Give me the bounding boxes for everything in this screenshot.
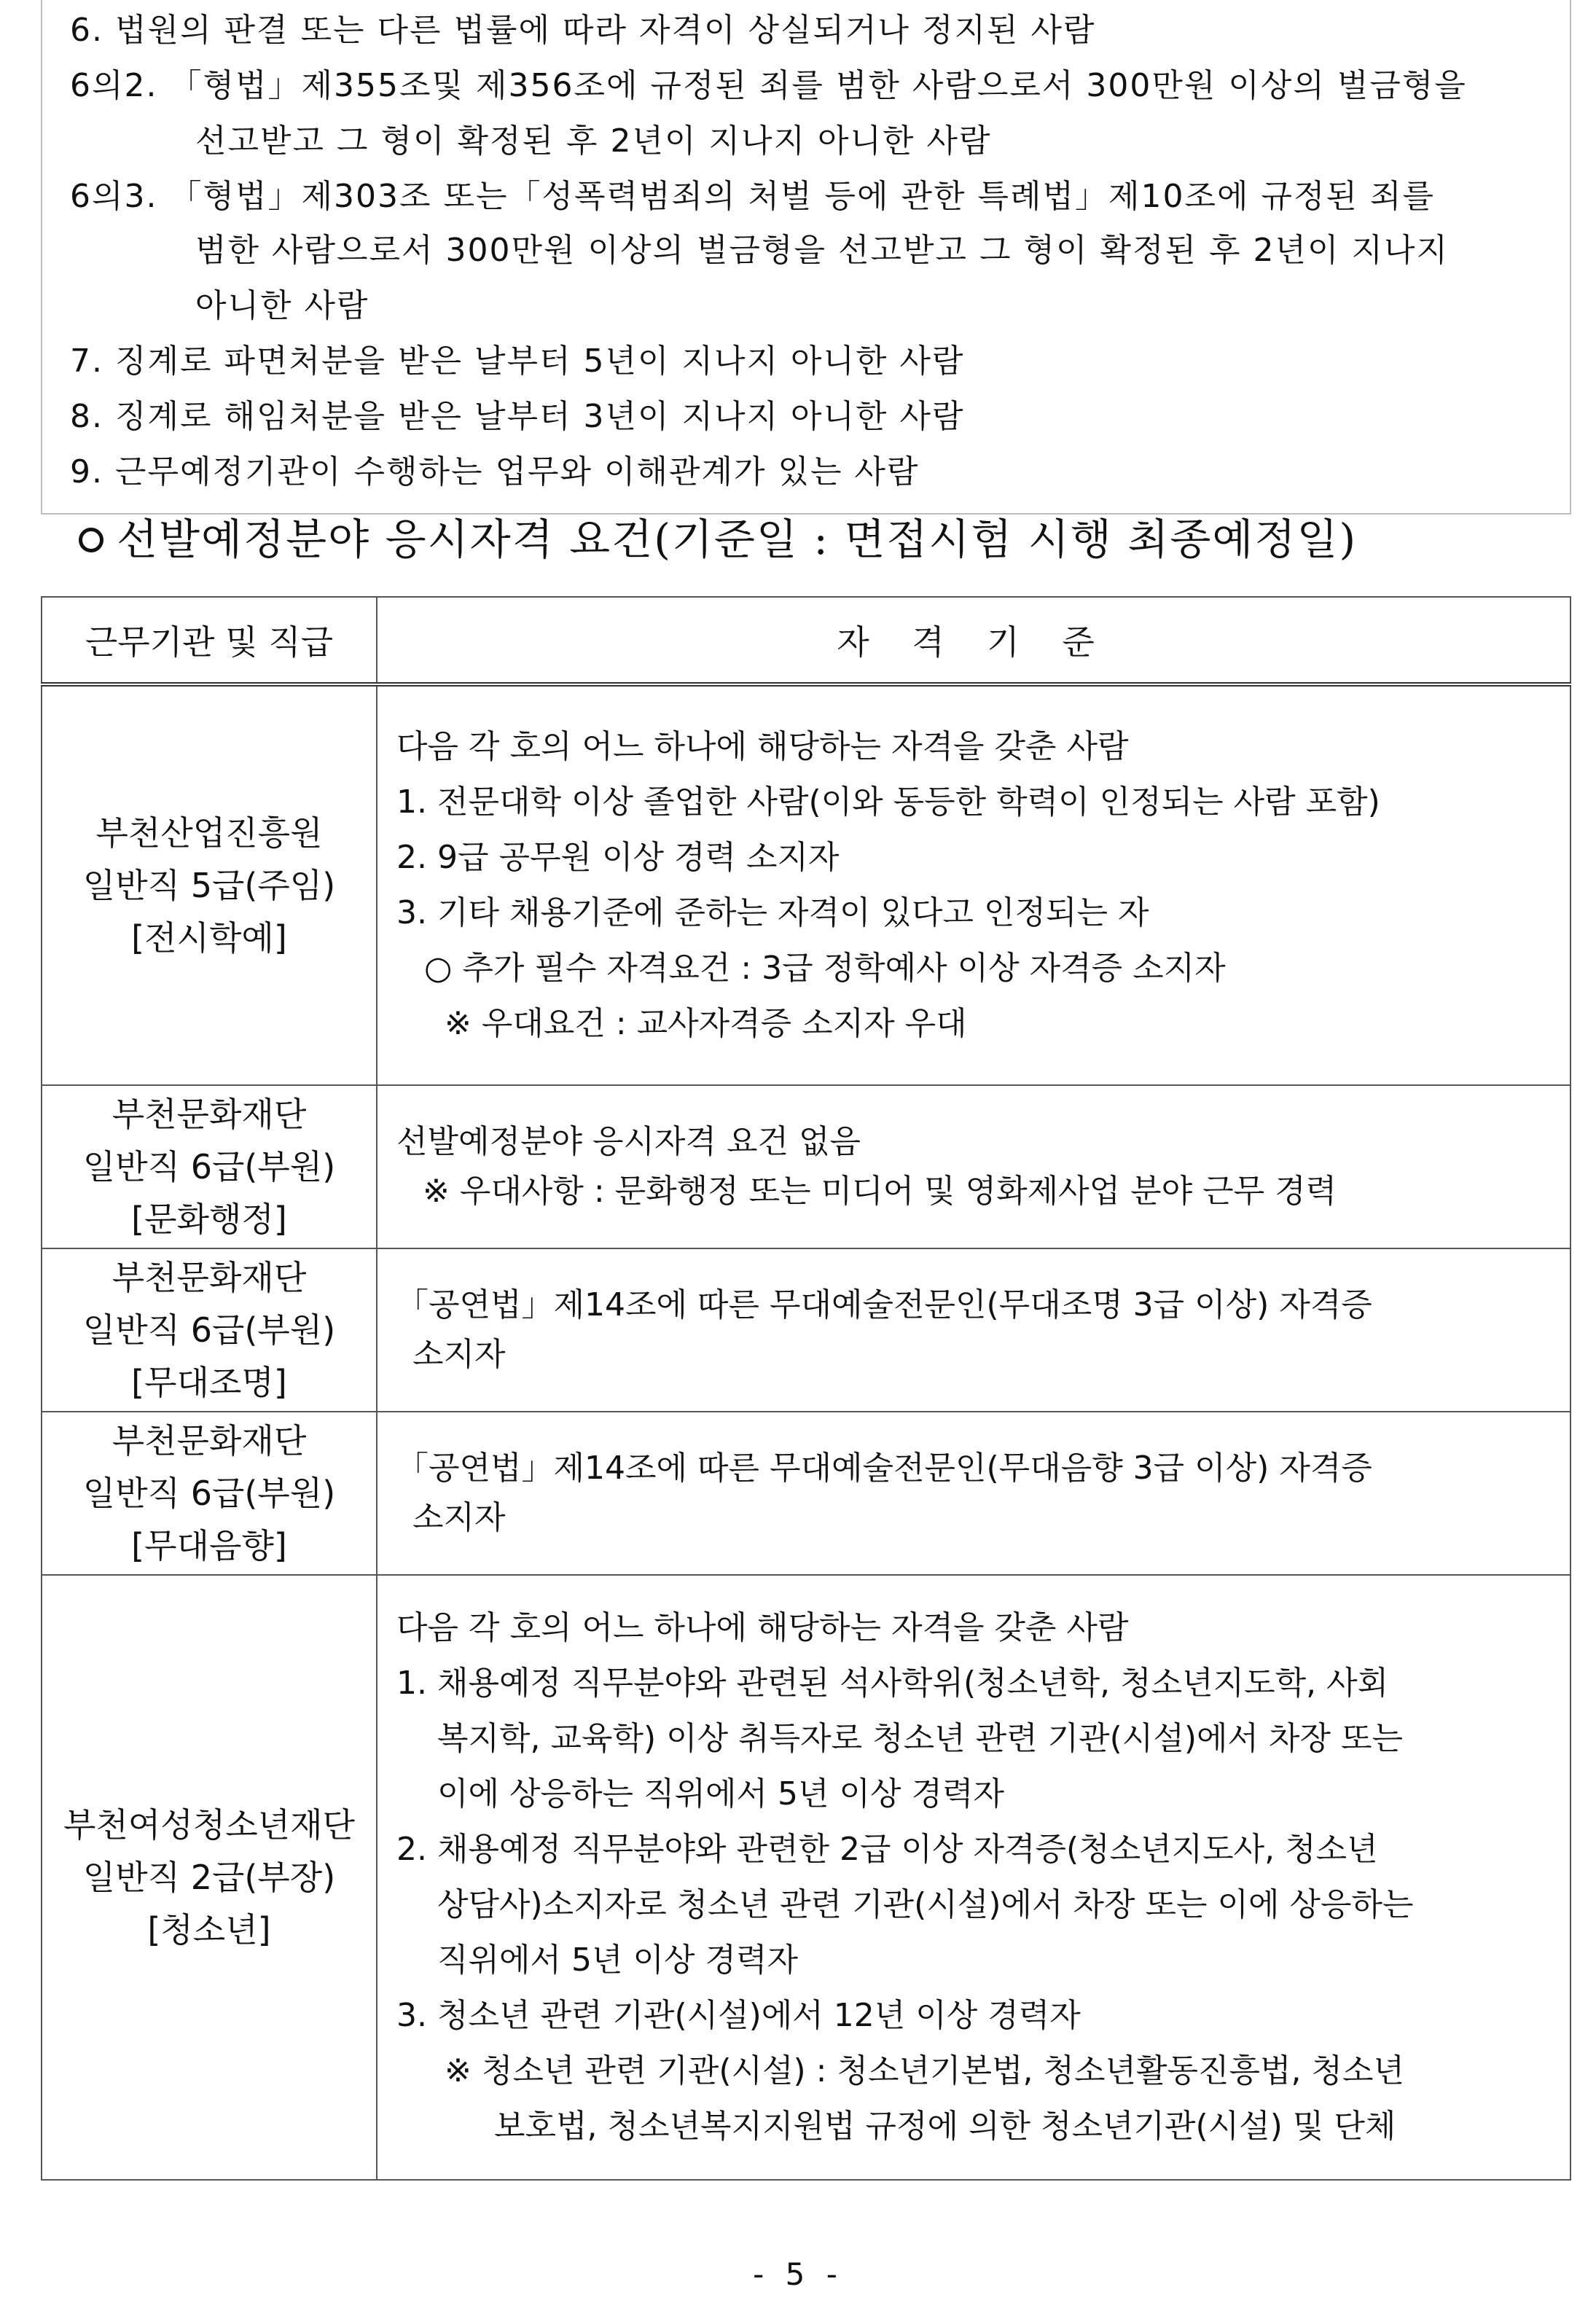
criteria-line: 3. 청소년 관련 기관(시설)에서 12년 이상 경력자 <box>396 1997 1081 2034</box>
disqualification-item: 선고받고 그 형이 확정된 후 2년이 지나지 아니한 사람 <box>195 122 992 160</box>
disqualification-item: 7. 징계로 파면처분을 받은 날부터 5년이 지나지 아니한 사람 <box>70 343 965 380</box>
criteria-line: 소지자 <box>412 1336 506 1373</box>
disqualification-item: 아니한 사람 <box>195 287 369 324</box>
criteria-line: 직위에서 5년 이상 경력자 <box>437 1942 798 1979</box>
section-title: 선발예정분야 응시자격 요건(기준일 : 면접시험 시행 최종예정일) <box>79 510 1357 568</box>
organization-cell: 부천여성청소년재단 일반직 2급(부장) [청소년] <box>42 1575 377 2180</box>
organization-cell: 부천산업진흥원 일반직 5급(주임) [전시학예] <box>42 684 377 1085</box>
table-row <box>42 1085 1570 1248</box>
disqualification-item: 6. 법원의 판결 또는 다른 법률에 따라 자격이 상실되거나 정지된 사람 <box>70 12 1096 49</box>
disqualification-item: 8. 징계로 해임처분을 받은 날부터 3년이 지나지 아니한 사람 <box>70 398 965 435</box>
criteria-line: 복지학, 교육학) 이상 취득자로 청소년 관련 기관(시설)에서 차장 또는 <box>437 1720 1403 1757</box>
criteria-line: 1. 채용예정 직무분야와 관련된 석사학위(청소년학, 청소년지도학, 사회 <box>396 1665 1389 1702</box>
criteria-cell <box>377 684 1570 1085</box>
requirements-table <box>41 596 1571 2181</box>
criteria-line: ※ 우대사항 : 문화행정 또는 미디어 및 영화제사업 분야 근무 경력 <box>423 1173 1337 1210</box>
criteria-cell <box>377 1575 1570 2180</box>
criteria-line: 상담사)소지자로 청소년 관련 기관(시설)에서 차장 또는 이에 상응하는 <box>437 1886 1414 1923</box>
table-row <box>42 1575 1570 2180</box>
criteria-line: 이에 상응하는 직위에서 5년 이상 경력자 <box>437 1775 1004 1813</box>
page-number: - 5 - <box>753 2256 843 2292</box>
organization-cell: 부천문화재단 일반직 6급(부원) [문화행정] <box>42 1085 377 1248</box>
criteria-line: ※ 청소년 관련 기관(시설) : 청소년기본법, 청소년활동진흥법, 청소년 <box>445 2052 1405 2089</box>
criteria-cell <box>377 1248 1570 1412</box>
table-row <box>42 1412 1570 1575</box>
header-criteria: 자 격 기 준 <box>377 597 1570 684</box>
criteria-line: ※ 우대요건 : 교사자격증 소지자 우대 <box>445 1005 967 1042</box>
disqualification-item: 9. 근무예정기관이 수행하는 업무와 이해관계가 있는 사람 <box>70 453 920 490</box>
criteria-line: 다음 각 호의 어느 하나에 해당하는 자격을 갖춘 사람 <box>396 1609 1129 1646</box>
criteria-cell <box>377 1412 1570 1575</box>
criteria-line: 소지자 <box>412 1499 506 1536</box>
criteria-line: 보호법, 청소년복지지원법 규정에 의한 청소년기관(시설) 및 단체 <box>494 2108 1396 2145</box>
criteria-line: 2. 9급 공무원 이상 경력 소지자 <box>396 839 840 876</box>
disqualification-list-box <box>41 0 1571 515</box>
criteria-line: 3. 기타 채용기준에 준하는 자격이 있다고 인정되는 자 <box>396 894 1149 931</box>
criteria-line: 「공연법」제14조에 따른 무대예술전문인(무대음향 3급 이상) 자격증 <box>396 1450 1372 1487</box>
criteria-line: 「공연법」제14조에 따른 무대예술전문인(무대조명 3급 이상) 자격증 <box>396 1286 1372 1323</box>
disqualification-item: 범한 사람으로서 300만원 이상의 벌금형을 선고받고 그 형이 확정된 후 2년이 지나지 <box>195 232 1449 269</box>
criteria-cell <box>377 1085 1570 1248</box>
criteria-line: ○ 추가 필수 자격요건 : 3급 정학예사 이상 자격증 소지자 <box>424 950 1226 987</box>
disqualification-item: 6의3. 「형법」제303조 또는「성폭력범죄의 처벌 등에 관한 특례법」제10조에 규정된 죄를 <box>70 178 1435 215</box>
header-organization: 근무기관 및 직급 <box>42 597 377 684</box>
criteria-line: 선발예정분야 응시자격 요건 없음 <box>396 1123 861 1160</box>
criteria-line: 1. 전문대학 이상 졸업한 사람(이와 동등한 학력이 인정되는 사람 포함) <box>396 783 1380 821</box>
table-row <box>42 684 1570 1085</box>
disqualification-item: 6의2. 「형법」제355조및 제356조에 규정된 죄를 범한 사람으로서 300만원 이상의 벌금형을 <box>70 67 1467 104</box>
criteria-line: 다음 각 호의 어느 하나에 해당하는 자격을 갖춘 사람 <box>396 728 1129 765</box>
organization-cell: 부천문화재단 일반직 6급(부원) [무대조명] <box>42 1248 377 1412</box>
hollow-circle-icon <box>79 528 103 552</box>
table-header-row <box>42 597 1570 684</box>
organization-cell: 부천문화재단 일반직 6급(부원) [무대음향] <box>42 1412 377 1575</box>
criteria-line: 2. 채용예정 직무분야와 관련한 2급 이상 자격증(청소년지도사, 청소년 <box>396 1831 1378 1868</box>
table-row <box>42 1248 1570 1412</box>
